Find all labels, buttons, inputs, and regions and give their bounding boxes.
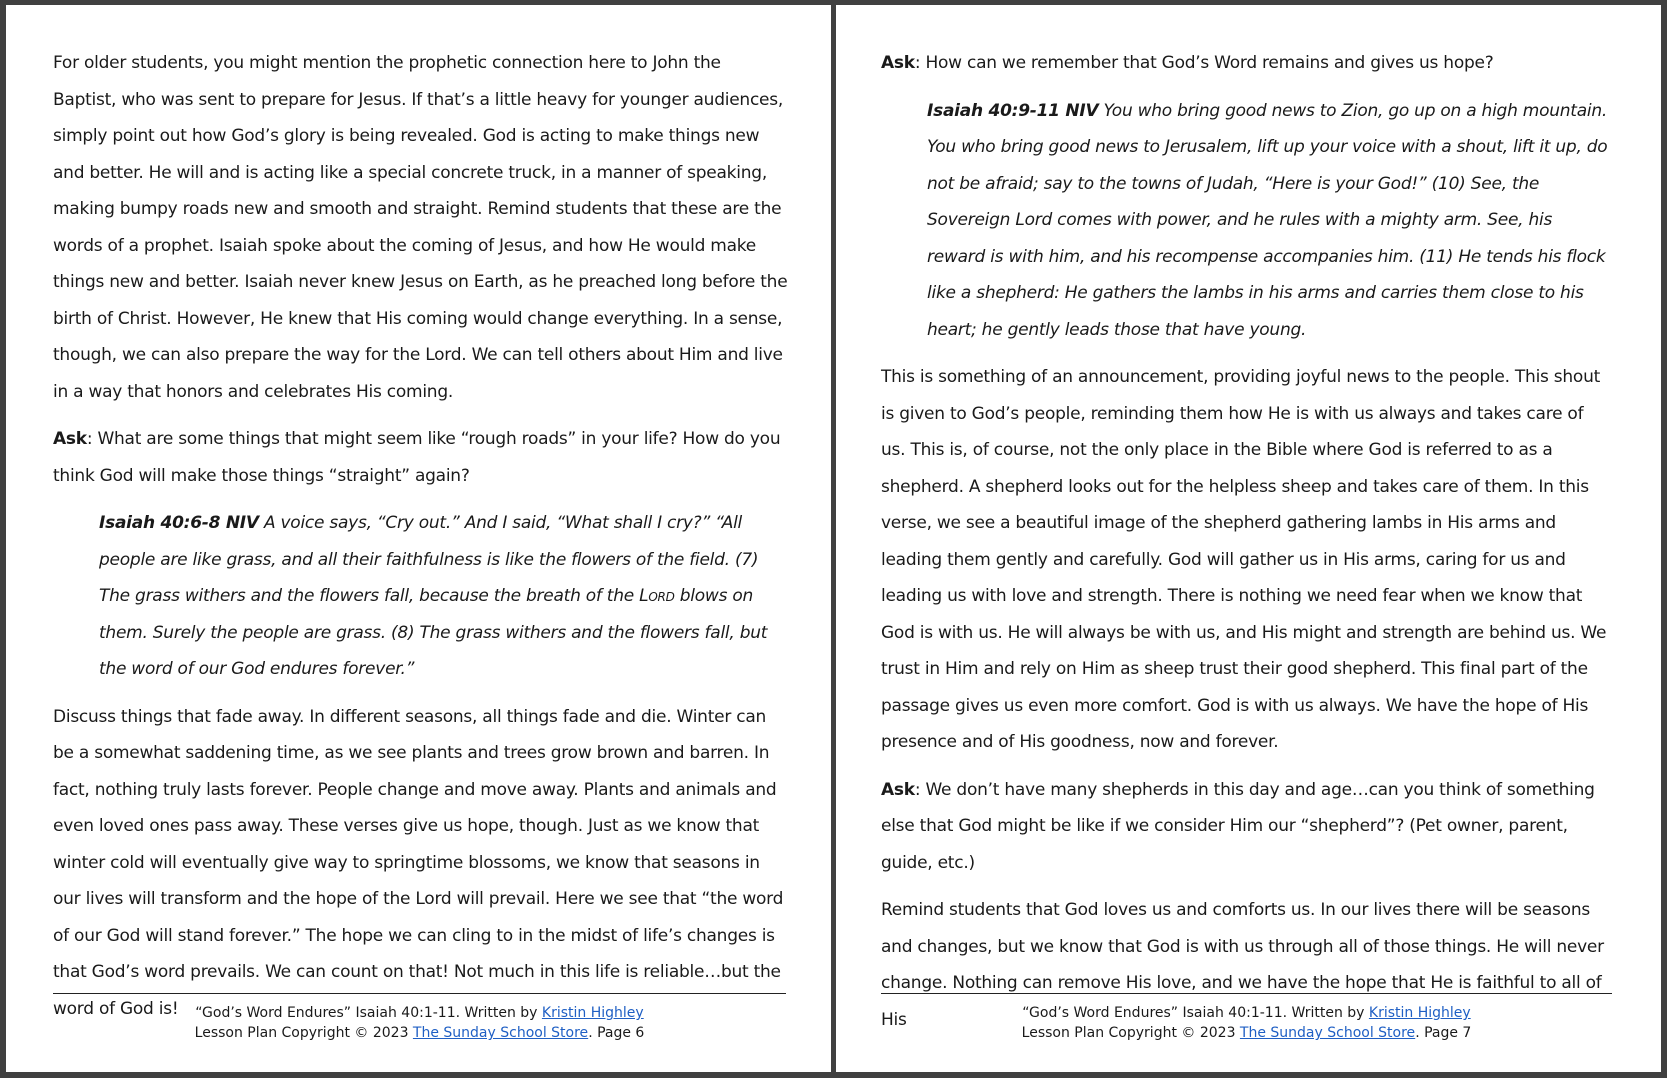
document-page-7 bbox=[836, 5, 1661, 1072]
ask-label: Ask bbox=[881, 779, 915, 800]
store-link[interactable]: The Sunday School Store bbox=[412, 1025, 589, 1041]
paragraph-remind-students: Remind students that God loves us and comforts us. In our lives there will be seasons and changes, but we know that God is with us through all of those things. He will never change. Nothing can remove His love, and we have the hope that He is faithful to all of His bbox=[881, 900, 1604, 1030]
page-6-footer bbox=[53, 1003, 786, 1043]
footer-line-2 bbox=[881, 1023, 1612, 1043]
ask-remember-gods-word bbox=[881, 45, 1611, 82]
scripture-lord: Lord bbox=[639, 586, 675, 606]
document-page-6 bbox=[6, 5, 831, 1072]
paragraph-prophetic-connection: For older students, you might mention the prophetic connection here to John the Baptist, who was sent to prepare for Jesus. If that’s a little heavy for younger audiences, simply point out how God’s glory is being revealed. God is acting to make things new and better. He will and is acting like a special concrete truck, in a manner of speaking, making bumpy roads new and smooth and straight. Remind students that these are the words of a prophet. Isaiah spoke about the coming of Jesus, and how He would make things new and better. Isaiah never knew Jesus on Earth, as he preached long before the birth of Christ. However, He knew that His coming would change everything. In a sense, though, we can also prepare the way for the Lord. We can tell others about Him and live in a way that honors and celebrates His coming. bbox=[53, 53, 788, 402]
ask-label: Ask bbox=[53, 429, 87, 449]
scripture-text-a: A voice says, “Cry out.” And I said, “What shall I cry?” “All people are like grass, and all their faithfulness is like the flowers of the field. (7) The grass withers and the flowers fall, because the breath of the bbox=[99, 513, 759, 606]
author-link[interactable]: Kristin Highley bbox=[541, 1005, 644, 1021]
ask-text: : What are some things that might seem like “rough roads” in your life? How do you think God will make those things “straight” again? bbox=[53, 429, 781, 486]
page-number: . Page 7 bbox=[1415, 1025, 1472, 1041]
footer-line-1 bbox=[881, 1003, 1612, 1023]
ask-rough-roads bbox=[53, 421, 788, 494]
page-7-body bbox=[881, 45, 1611, 1038]
paragraph-fade-away: Discuss things that fade away. In different seasons, all things fade and die. Winter can be a somewhat saddening time, as we see plants and trees grow brown and barren. In fact, nothing truly lasts forever. People change and move away. Plants and animals and even loved ones pass away. These verses give us hope, though. Just as we know that winter cold will eventually give way to springtime blossoms, we know that seasons in our lives will transform and the hope of the Lord will prevail. Here we see that “the word of our God will stand forever.” The hope we can cling to in the midst of life’s changes is that God’s word prevails. We can count on that! Not much in this life is reliable…but the word of God is! bbox=[53, 706, 784, 1019]
page-number: . Page 6 bbox=[588, 1025, 645, 1041]
ask-text: : We don’t have many shepherds in this day and age…can you think of something else that God might be like if we consider Him our “shepherd”? (Pet owner, parent, guide, etc.) bbox=[881, 779, 1595, 873]
ask-label: Ask bbox=[881, 53, 915, 73]
scripture-isaiah-40-6-8 bbox=[53, 505, 788, 688]
store-link[interactable]: The Sunday School Store bbox=[1239, 1025, 1416, 1041]
author-link[interactable]: Kristin Highley bbox=[1368, 1005, 1471, 1021]
page-7-footer bbox=[881, 1003, 1612, 1043]
footer-divider bbox=[881, 993, 1612, 994]
scripture-reference: Isaiah 40:9-11 NIV bbox=[927, 100, 1099, 121]
scripture-reference: Isaiah 40:6-8 NIV bbox=[99, 513, 259, 533]
scripture-text: You who bring good news to Zion, go up on a high mountain. You who bring good news to Jerusalem, lift up your voice with a shout, lift it up, do not be afraid; say to the towns of Judah, “Here is your God!” (10) See, the Sovereign Lord comes with power, and he rules with a mighty arm. See, his reward is with him, and his recompense accompanies him. (11) He tends his flock like a shepherd: He gathers the lambs in his arms and carries them close to his heart; he gently leads those that have young. bbox=[927, 100, 1608, 340]
footer-copyright: Lesson Plan Copyright © 2023 bbox=[1021, 1025, 1240, 1041]
ask-shepherds bbox=[881, 772, 1611, 882]
scripture-isaiah-40-9-11 bbox=[881, 93, 1611, 349]
footer-copyright: Lesson Plan Copyright © 2023 bbox=[194, 1025, 413, 1041]
ask-text: : How can we remember that God’s Word remains and gives us hope? bbox=[914, 53, 1494, 73]
paragraph-announcement: This is something of an announcement, providing joyful news to the people. This shout is given to God’s people, reminding them how He is with us always and takes care of us. This is, of course, not the only place in the Bible where God is referred to as a shepherd. A shepherd looks out for the helpless sheep and takes care of them. In this verse, we see a beautiful image of the shepherd gathering lambs in His arms and leading them gently and carefully. God will gather us in His arms, caring for us and leading us with love and strength. There is nothing we need fear when we know that God is with us. He will always be with us, and His might and strength are behind us. We trust in Him and rely on Him as sheep trust their good shepherd. This final part of the passage gives us even more comfort. God is with us always. We have the hope of His presence and of His goodness, now and forever. bbox=[881, 367, 1607, 752]
footer-divider bbox=[53, 993, 786, 994]
footer-title: “God’s Word Endures” Isaiah 40:1-11. Written by bbox=[195, 1005, 542, 1021]
footer-line-2 bbox=[53, 1023, 786, 1043]
scripture-text-b: blows on them. Surely the people are grass. (8) The grass withers and the flowers fall, but the word of our God endures forever.” bbox=[99, 586, 768, 679]
footer-line-1 bbox=[53, 1003, 786, 1023]
footer-title: “God’s Word Endures” Isaiah 40:1-11. Written by bbox=[1022, 1005, 1369, 1021]
page-6-body bbox=[53, 45, 788, 1027]
